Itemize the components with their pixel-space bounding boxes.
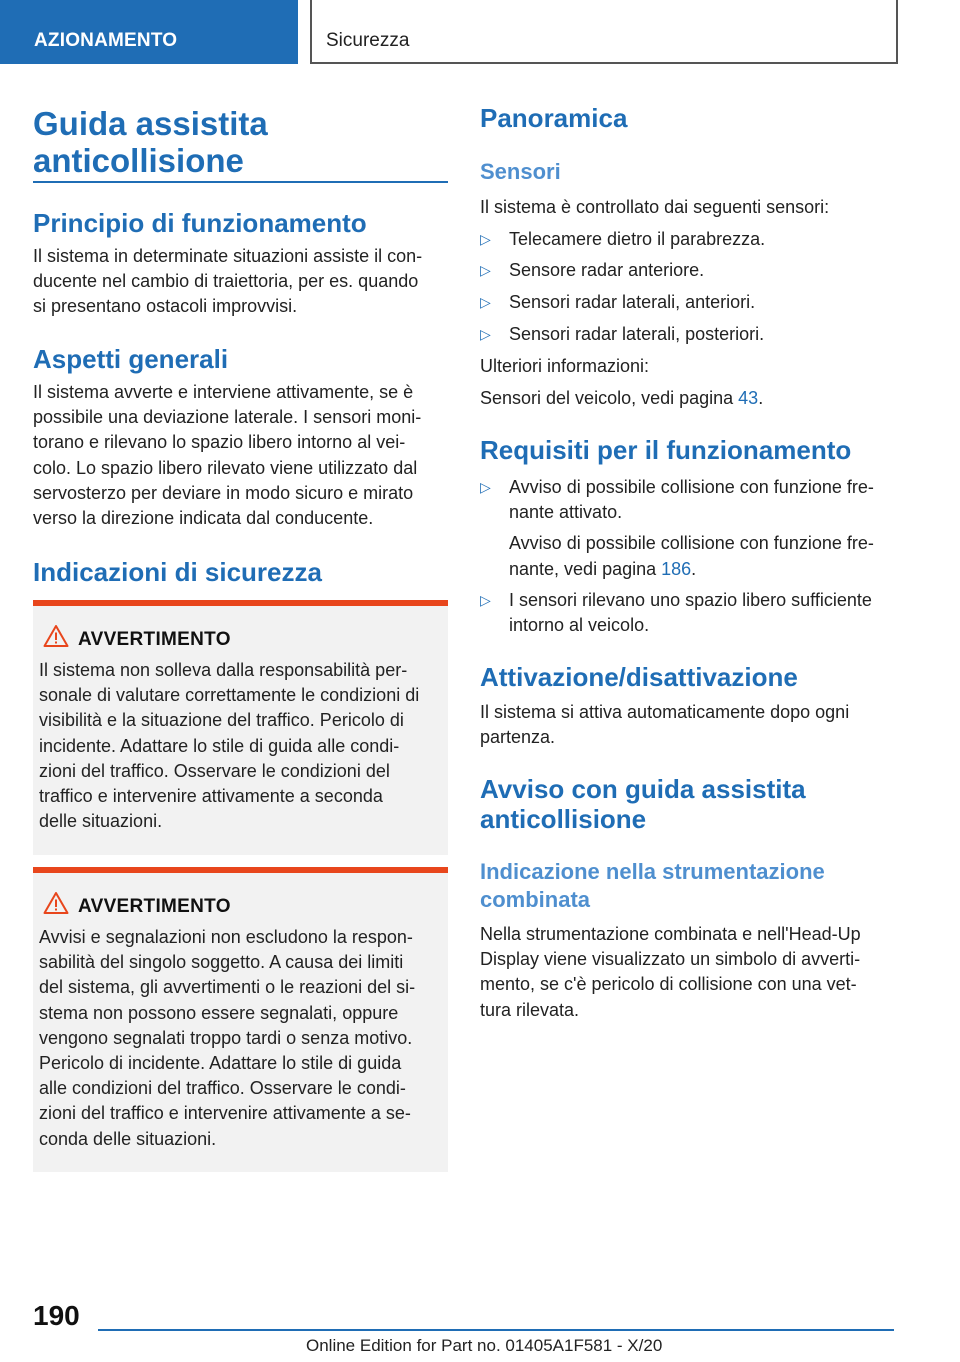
page-link-186[interactable]: 186 [661, 558, 692, 579]
text-line: ducente nel cambio di traiettoria, per es. quando [33, 271, 419, 292]
text-line: Il sistema avverte e interviene attivamente, se è [33, 382, 414, 402]
reference-text: Sensori del veicolo, vedi pagina [480, 388, 739, 408]
list-item-text: Sensore radar anteriore. [509, 260, 705, 280]
warning-title: AVVERTIMENTO [78, 629, 231, 650]
reference-text: nante, vedi pagina [509, 558, 662, 579]
text-line: tura rilevata. [480, 999, 580, 1020]
warning-body [39, 925, 444, 1152]
panoramica-heading: Panoramica [480, 103, 628, 133]
text-line: traffico e intervenire attivamente a seconda [39, 786, 383, 807]
title-line-2: anticollisione [33, 142, 244, 179]
aspetti-text [33, 380, 421, 531]
text-line: incidente. Adattare lo stile di guida alle condi- [39, 735, 400, 756]
heading-line: Indicazione nella strumentazione [480, 859, 825, 884]
principio-heading: Principio di funzionamento [33, 208, 367, 238]
text-line: stema non possono essere segnalati, oppure [39, 1002, 399, 1023]
text-line: Avviso di possibile collisione con funzione fre- [509, 477, 874, 497]
triangle-bullet-icon: ▷ [480, 294, 491, 310]
triangle-bullet-icon: ▷ [480, 326, 491, 342]
text-line: Avvisi e segnalazioni non escludono la respon- [39, 927, 413, 947]
triangle-bullet-icon: ▷ [480, 479, 491, 495]
text-line: Nella strumentazione combinata e nell'Head-Up [480, 924, 861, 944]
warning-bar [33, 600, 448, 606]
title-rule [33, 181, 448, 183]
reference-end: . [758, 388, 764, 408]
list-item-text: Telecamere dietro il parabrezza. [509, 229, 766, 249]
text-line: delle situazioni. [39, 811, 163, 832]
requisiti-heading: Requisiti per il funzionamento [480, 435, 852, 465]
warning-box-2 [33, 867, 448, 1172]
text-line: verso la direzione indicata dal conducente. [33, 508, 374, 529]
section-tab [0, 0, 298, 64]
sensori-heading: Sensori [480, 159, 561, 184]
warning-triangle-icon [43, 891, 69, 915]
page-link-43[interactable]: 43 [738, 388, 759, 408]
text-line: visibilità e la situazione del traffico. Pericolo di [39, 710, 404, 731]
text-line: Display viene visualizzato un simbolo di avverti- [480, 949, 861, 970]
text-line: colo. Lo spazio libero rilevato viene utilizzato dal [33, 457, 418, 478]
indicazione-heading [480, 858, 825, 914]
sicurezza-heading: Indicazioni di sicurezza [33, 557, 322, 587]
title-line-1: Guida assistita [33, 105, 268, 142]
text-line: sonale di valutare correttamente le condizioni di [39, 685, 420, 706]
text-line [509, 557, 899, 582]
text-line: alle condizioni del traffico. Osservare le condi- [39, 1078, 406, 1099]
text-line: Il sistema in determinate situazioni assiste il con- [33, 246, 423, 266]
warning-body [39, 658, 444, 834]
text-line: conda delle situazioni. [39, 1128, 217, 1149]
text-line: del sistema, gli avvertimenti o le reazioni del si- [39, 977, 416, 998]
text-line: servosterzo per deviare in modo sicuro e mirato [33, 482, 414, 503]
avviso-heading [480, 774, 806, 834]
page-number: 190 [33, 1300, 80, 1331]
text-line: sabilità del singolo soggetto. A causa dei limiti [39, 952, 404, 973]
list-item-text [509, 475, 899, 582]
chapter-label: Sicurezza [326, 30, 410, 51]
text-line: Avviso di possibile collisione con funzione fre- [509, 533, 874, 554]
heading-line: Avviso con guida assistita [480, 774, 806, 804]
warning-bar [33, 867, 448, 873]
text-line: possibile una deviazione laterale. I sensori moni- [33, 407, 422, 428]
text-line: I sensori rilevano uno spazio libero sufficiente [509, 590, 872, 610]
heading-line: anticollisione [480, 804, 647, 834]
triangle-bullet-icon: ▷ [480, 231, 491, 247]
text-line: nante attivato. [509, 502, 623, 523]
text-line: Il sistema si attiva automaticamente dopo ogni [480, 702, 850, 722]
text-line: zioni del traffico e intervenire attivamente a se- [39, 1103, 411, 1124]
attivazione-text [480, 700, 849, 750]
list-item-text: Sensori radar laterali, posteriori. [509, 324, 765, 344]
sensori-intro: Il sistema è controllato dai seguenti sensori: [480, 197, 830, 217]
reference-end: . [691, 558, 697, 579]
text-line: vengono segnalati troppo tardi o senza motivo. [39, 1027, 413, 1048]
edition-note: Online Edition for Part no. 01405A1F581 - X/20 [306, 1336, 663, 1355]
text-line: partenza. [480, 727, 556, 748]
text-line: torano e rilevano lo spazio libero intorno al vei- [33, 432, 406, 453]
text-line: zioni del traffico. Osservare le condizioni del [39, 760, 390, 781]
triangle-bullet-icon: ▷ [480, 262, 491, 278]
list-item-text [509, 588, 899, 638]
warning-title: AVVERTIMENTO [78, 896, 231, 917]
section-label: AZIONAMENTO [34, 30, 178, 51]
sensori-reference [480, 386, 763, 411]
footer-rule [98, 1329, 894, 1331]
principio-text [33, 244, 422, 320]
triangle-bullet-icon: ▷ [480, 592, 491, 608]
list-item-text: Sensori radar laterali, anteriori. [509, 292, 756, 312]
chapter-box [310, 0, 898, 64]
indicazione-text [480, 922, 861, 1023]
warning-triangle-icon [43, 624, 69, 648]
text-line: Pericolo di incidente. Adattare lo stile di guida [39, 1053, 402, 1074]
aspetti-heading: Aspetti generali [33, 344, 229, 374]
text-line: mento, se c'è pericolo di collisione con una vet- [480, 974, 857, 995]
text-line: intorno al veicolo. [509, 615, 650, 636]
attivazione-heading: Attivazione/disattivazione [480, 662, 798, 692]
text-line: si presentano ostacoli improvvisi. [33, 296, 298, 317]
heading-line: combinata [480, 887, 591, 912]
warning-box-1 [33, 600, 448, 855]
more-info-label: Ulteriori informazioni: [480, 356, 650, 376]
page-title [33, 105, 268, 179]
text-line: Il sistema non solleva dalla responsabilità per- [39, 660, 408, 680]
